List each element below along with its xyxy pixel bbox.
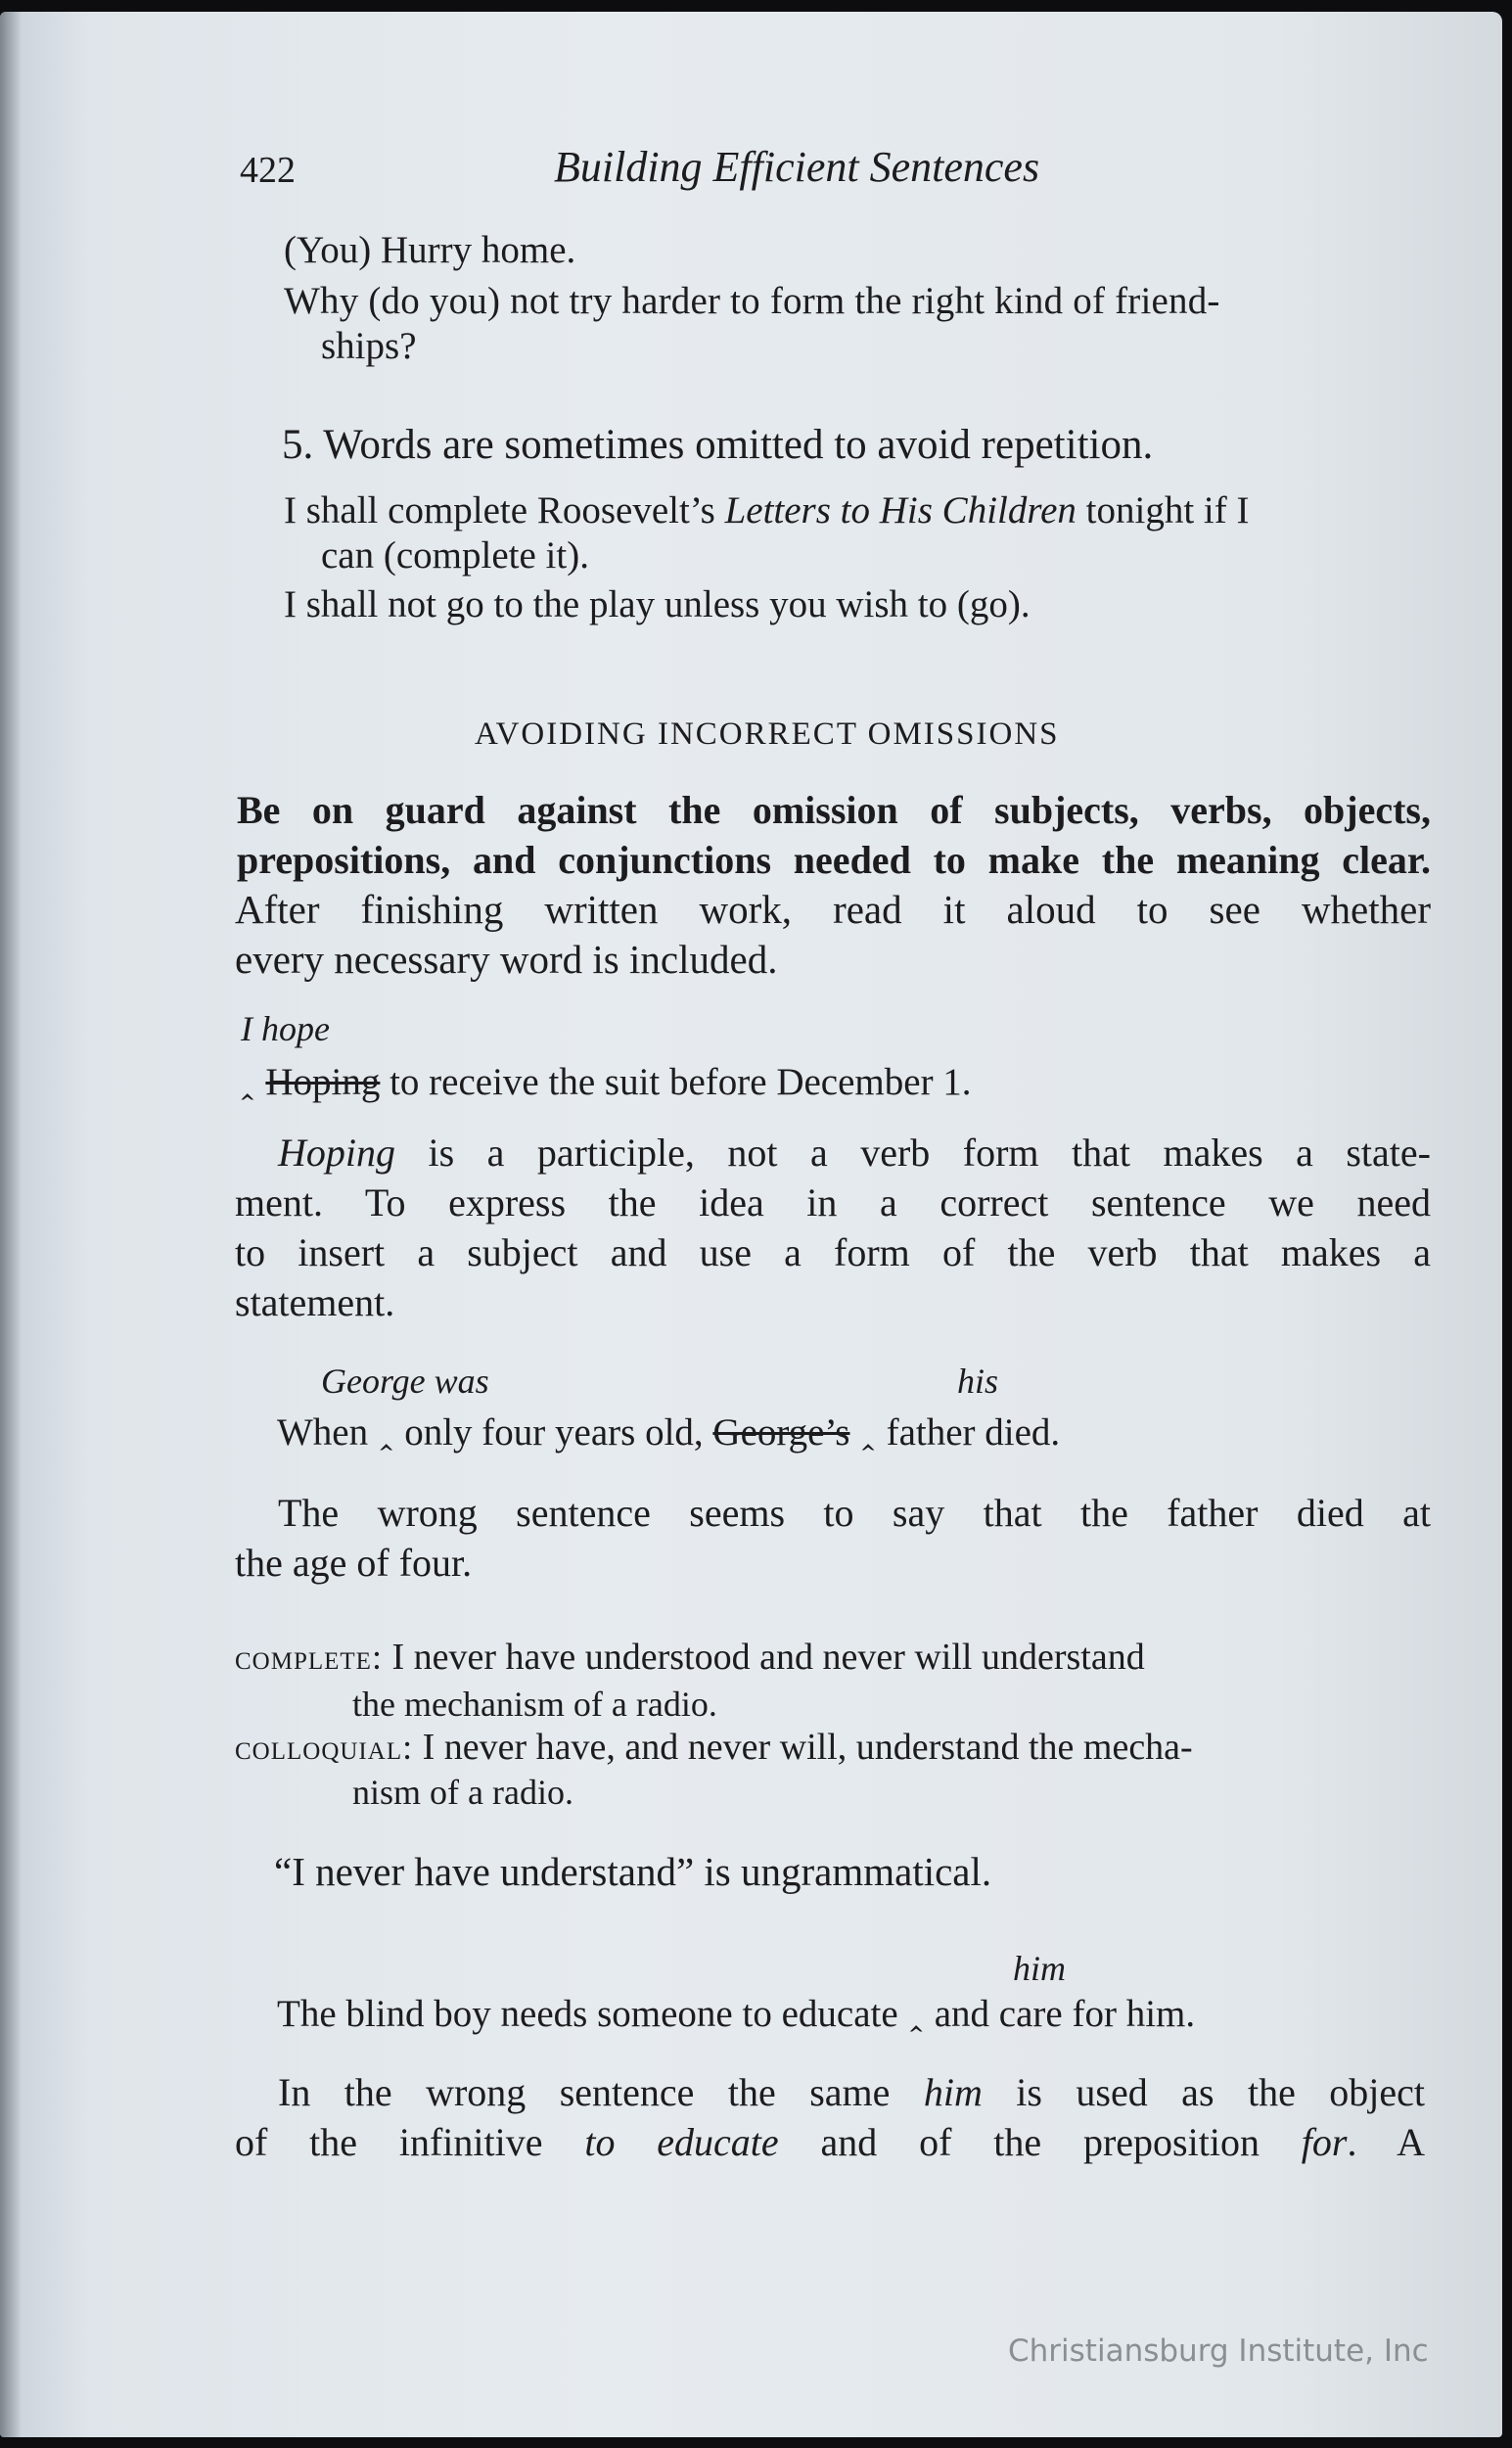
text-run: father died. (876, 1411, 1061, 1454)
struck-word: George’s (712, 1411, 850, 1454)
label-complete: complete: (235, 1638, 383, 1677)
page-number: 422 (240, 150, 296, 191)
running-title: Building Efficient Sentences (554, 143, 1040, 191)
explanation-paragraph (235, 1488, 1431, 1588)
text-line: prepositions, and conjunctions needed to make the meaning clear. (237, 838, 1431, 882)
text-line: The wrong sentence seems to say that the father died at (278, 1491, 1431, 1535)
text-run: is a participle, not a verb form that makes a state- (395, 1131, 1431, 1175)
section-heading: AVOIDING INCORRECT OMISSIONS (475, 716, 1060, 752)
text-line: ment. To express the idea in a correct sentence we need (235, 1180, 1431, 1224)
explanation-paragraph (235, 2067, 1425, 2167)
italic-phrase: to educate (584, 2120, 779, 2164)
text-run: The blind boy needs someone to educate (277, 1993, 908, 2035)
text-run: I never have understood and never will understand (382, 1637, 1145, 1678)
correction-insert: him (1013, 1949, 1066, 1988)
example-sentence (239, 1059, 972, 1110)
correction-insert: George was (321, 1362, 489, 1401)
example-line: (You) Hurry home. (284, 229, 576, 271)
intro-paragraph (237, 785, 1431, 885)
example-sentence (277, 1991, 1195, 2042)
caret-mark: ‸ (859, 1423, 877, 1451)
text-run: of the infinitive (235, 2120, 585, 2164)
text-line: After finishing written work, read it aloud to see whether (235, 887, 1431, 932)
caret-mark: ‸ (239, 1073, 256, 1100)
text-line (235, 1128, 1431, 1178)
intro-paragraph-cont (235, 885, 1431, 985)
complete-example-cont: the mechanism of a radio. (352, 1685, 717, 1724)
colloquial-example (235, 1725, 1193, 1770)
text-run: I never have, and never will, understand the mecha- (413, 1727, 1193, 1768)
italic-word: him (923, 2070, 983, 2114)
caret-mark: ‸ (907, 2005, 925, 2032)
text-run: to receive the suit before December 1. (380, 1061, 972, 1103)
example-line: Why (do you) not try harder to form the right kind of friend- (284, 280, 1220, 322)
text-line: every necessary word is included. (235, 937, 778, 982)
text-line (235, 2117, 1425, 2167)
text-line: Be on guard against the omission of subjects, verbs, objects, (237, 788, 1431, 832)
text-run: tonight if I (1076, 489, 1250, 531)
label-colloquial: colloquial: (235, 1728, 414, 1767)
example-line (284, 487, 1249, 534)
complete-example (235, 1635, 1145, 1680)
italic-word: for (1301, 2120, 1348, 2164)
correction-insert: I hope (241, 1009, 330, 1048)
italic-word: Hoping (278, 1131, 395, 1175)
ungrammatical-note: “I never have understand” is ungrammatical. (274, 1849, 992, 1894)
text-run: When (277, 1411, 378, 1454)
example-line: ships? (321, 325, 417, 367)
book-page (0, 12, 1502, 2437)
text-run: is used as the object (982, 2070, 1426, 2114)
text-line: the age of four. (235, 1541, 473, 1585)
book-title: Letters to His Children (724, 489, 1077, 531)
text-run: I shall complete Roosevelt’s (284, 489, 725, 531)
text-line: to insert a subject and use a form of the verb that makes a (235, 1230, 1431, 1274)
text-run: In the wrong sentence the same (278, 2070, 924, 2114)
spine-shadow (0, 12, 22, 2437)
caret-mark: ‸ (377, 1423, 395, 1451)
correction-insert: his (957, 1362, 999, 1401)
text-run: and of the preposition (778, 2120, 1302, 2164)
text-line: statement. (235, 1280, 395, 1324)
text-run: and care for him. (925, 1993, 1196, 2035)
rule-5: 5. Words are sometimes omitted to avoid repetition. (282, 422, 1154, 468)
struck-word: Hoping (265, 1061, 381, 1103)
example-line: I shall not go to the play unless you wish to (go). (284, 583, 1031, 625)
example-sentence (277, 1409, 1060, 1460)
text-run: only four years old, (394, 1411, 713, 1454)
colloquial-example-cont: nism of a radio. (352, 1773, 573, 1812)
explanation-paragraph (235, 1128, 1431, 1327)
example-line: can (complete it). (321, 534, 589, 577)
watermark: Christiansburg Institute, Inc (1008, 2333, 1429, 2369)
text-run: . A (1347, 2120, 1425, 2164)
text-line (235, 2067, 1425, 2117)
